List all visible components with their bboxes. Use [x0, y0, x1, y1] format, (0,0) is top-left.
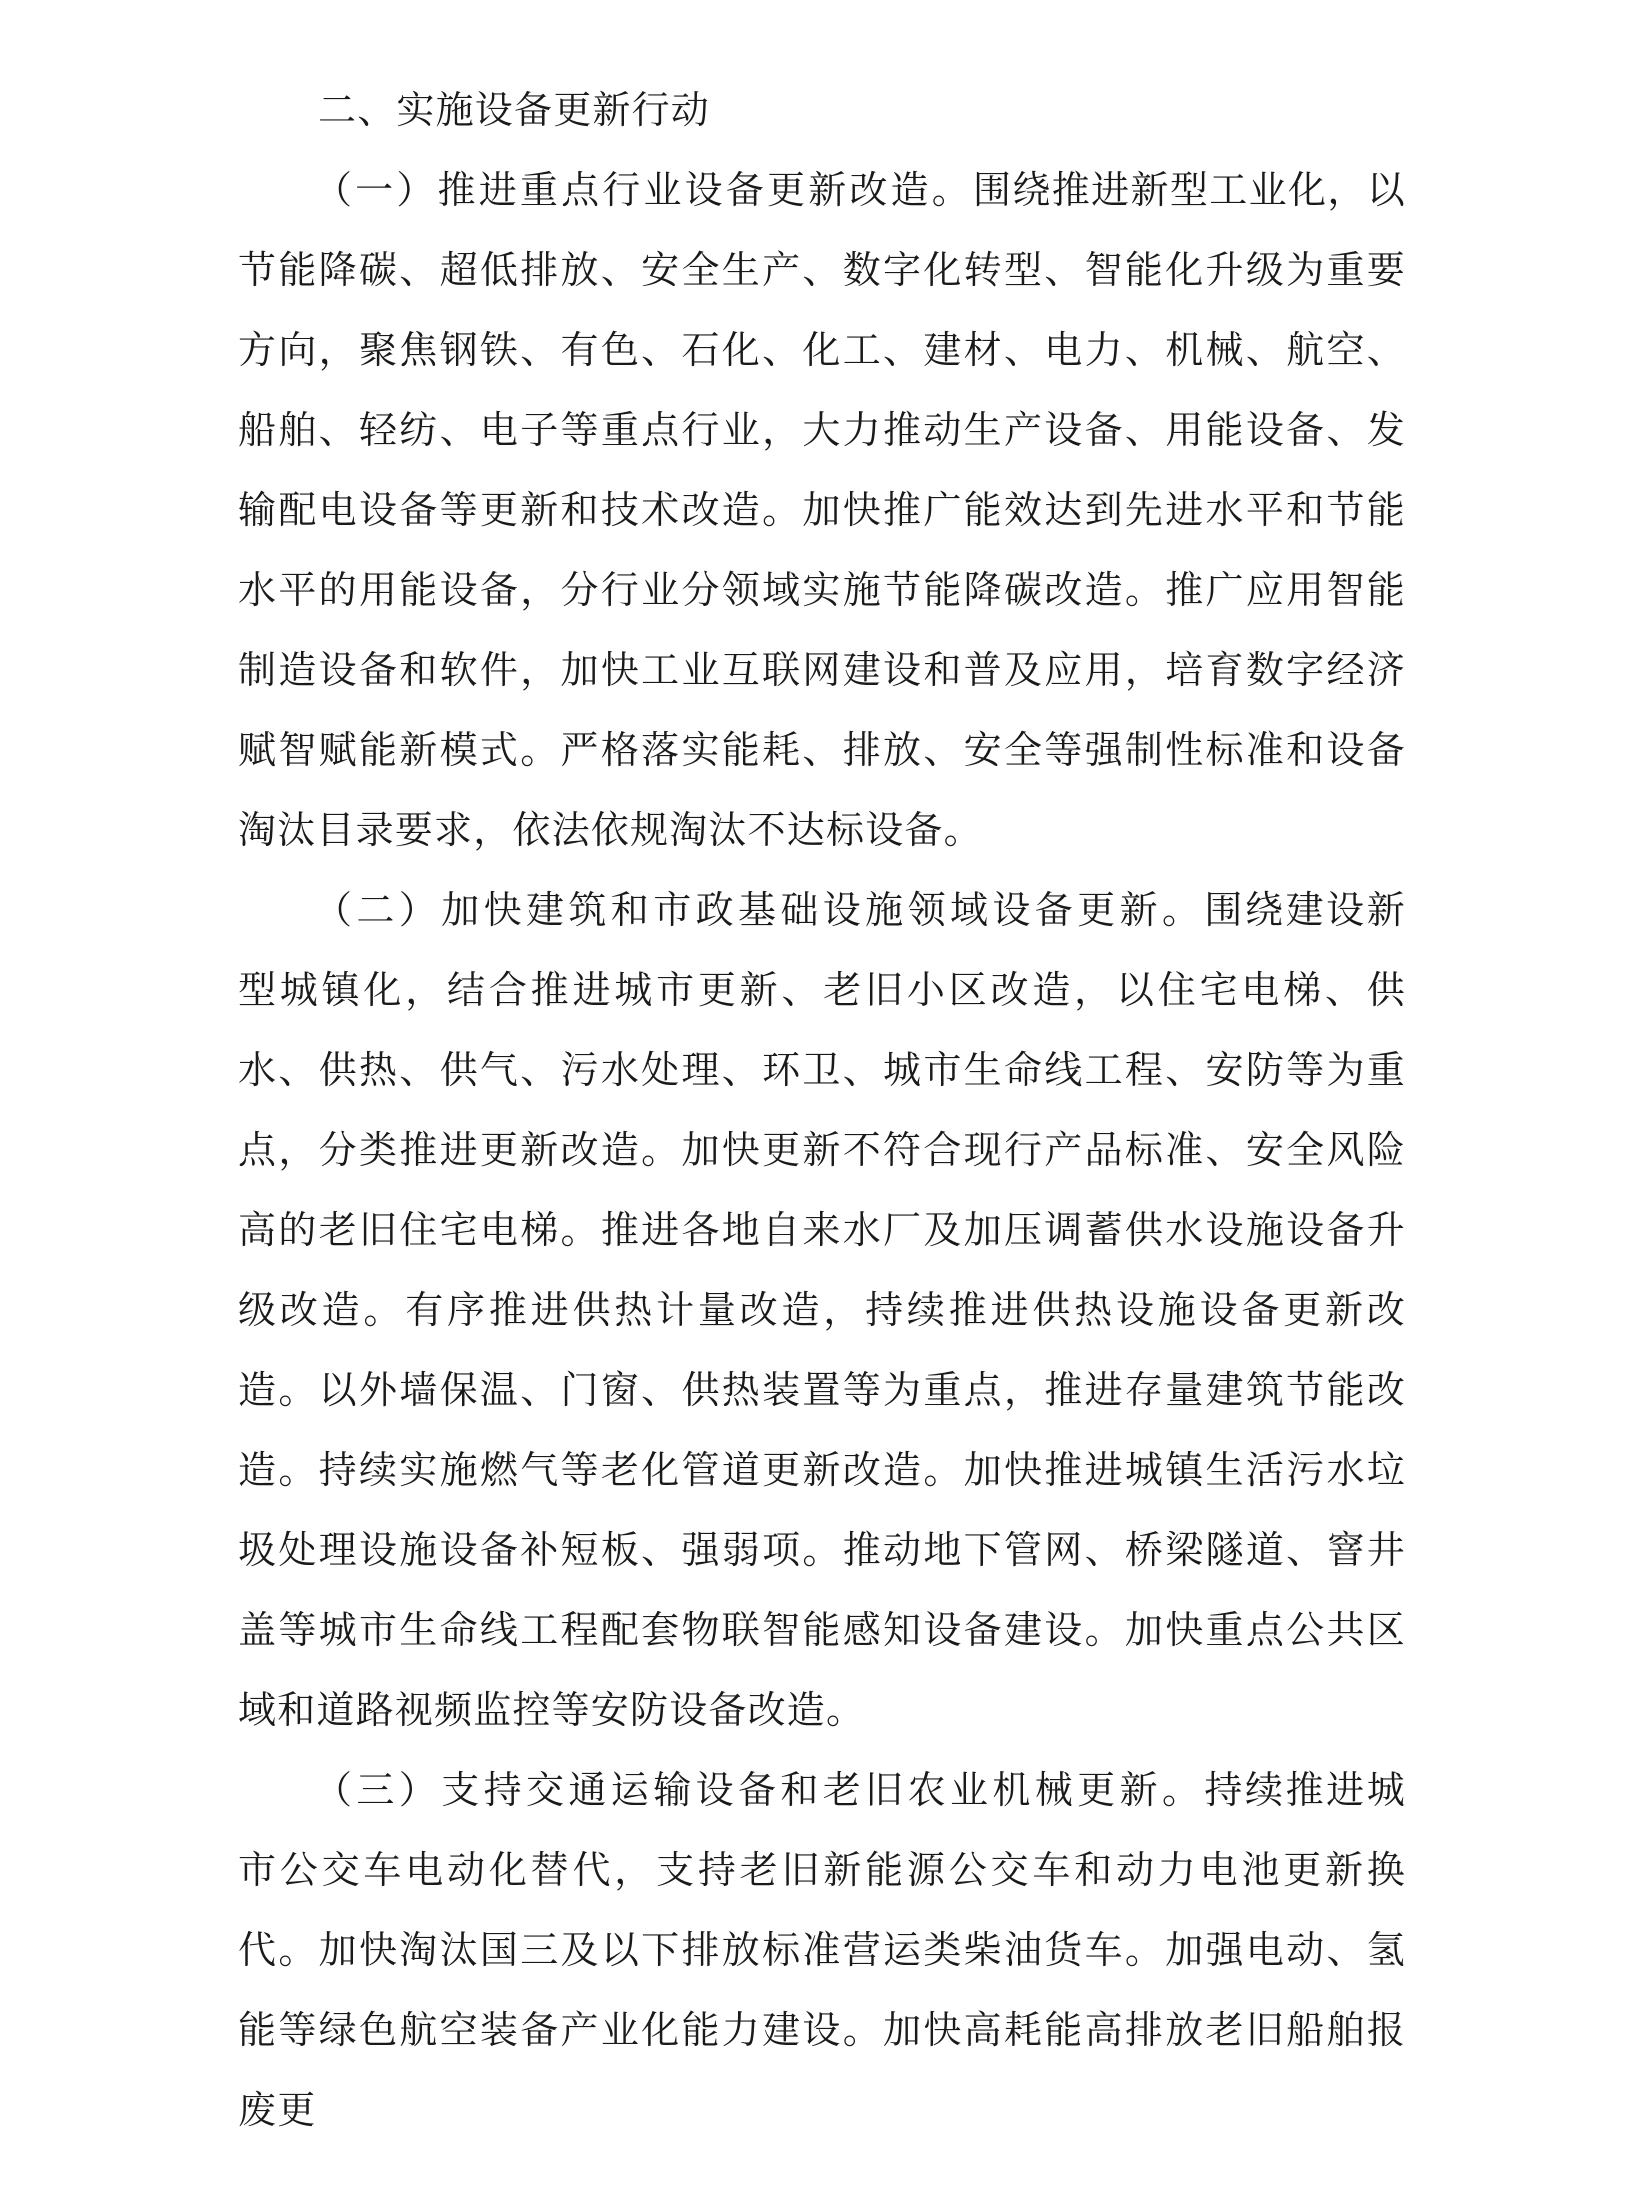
document-body	[238, 150, 1406, 2150]
section-heading: 二、实施设备更新行动	[318, 88, 711, 132]
paragraph-3-title: （三）支持交通运输设备和老旧农业机械更新。	[314, 1768, 1205, 1812]
paragraph-1-body: 围绕推进新型工业化，以节能降碳、超低排放、安全生产、数字化转型、智能化升级为重要方向，聚焦钢铁、有色、石化、化工、建材、电力、机械、航空、船舶、轻纺、电子等重点行业，大力推动生产设备、用能设备、发输配电设备等更新和技术改造。加快推广能效达到先进水平和节能水平的用能设备，分行业分领域实施节能降碳改造。推广应用智能制造设备和软件，加快工业互联网建设和普及应用，培育数字经济赋智赋能新模式。严格落实能耗、排放、安全等强制性标准和设备淘汰目录要求，依法依规淘汰不达标设备。	[238, 168, 1406, 852]
paragraph-2	[238, 870, 1406, 1750]
paragraph-1	[238, 150, 1406, 870]
paragraph-3	[238, 1750, 1406, 2150]
paragraph-1-title: （一）推进重点行业设备更新改造。	[314, 168, 973, 212]
paragraph-2-title: （二）加快建筑和市政基础设施领域设备更新。	[314, 888, 1205, 932]
paragraph-2-body: 围绕建设新型城镇化，结合推进城市更新、老旧小区改造，以住宅电梯、供水、供热、供气、污水处理、环卫、城市生命线工程、安防等为重点，分类推进更新改造。加快更新不符合现行产品标准、安全风险高的老旧住宅电梯。推进各地自来水厂及加压调蓄供水设施设备升级改造。有序推进供热计量改造，持续推进供热设施设备更新改造。以外墙保温、门窗、供热装置等为重点，推进存量建筑节能改造。持续实施燃气等老化管道更新改造。加快推进城镇生活污水垃圾处理设施设备补短板、强弱项。推动地下管网、桥梁隧道、窨井盖等城市生命线工程配套物联智能感知设备建设。加快重点公共区域和道路视频监控等安防设备改造。	[238, 888, 1406, 1732]
section-heading-block	[238, 70, 1406, 150]
paragraph-3-body: 持续推进城市公交车电动化替代，支持老旧新能源公交车和动力电池更新换代。加快淘汰国三及以下排放标准营运类柴油货车。加强电动、氢能等绿色航空装备产业化能力建设。加快高耗能高排放老旧船舶报废更	[238, 1768, 1406, 2132]
